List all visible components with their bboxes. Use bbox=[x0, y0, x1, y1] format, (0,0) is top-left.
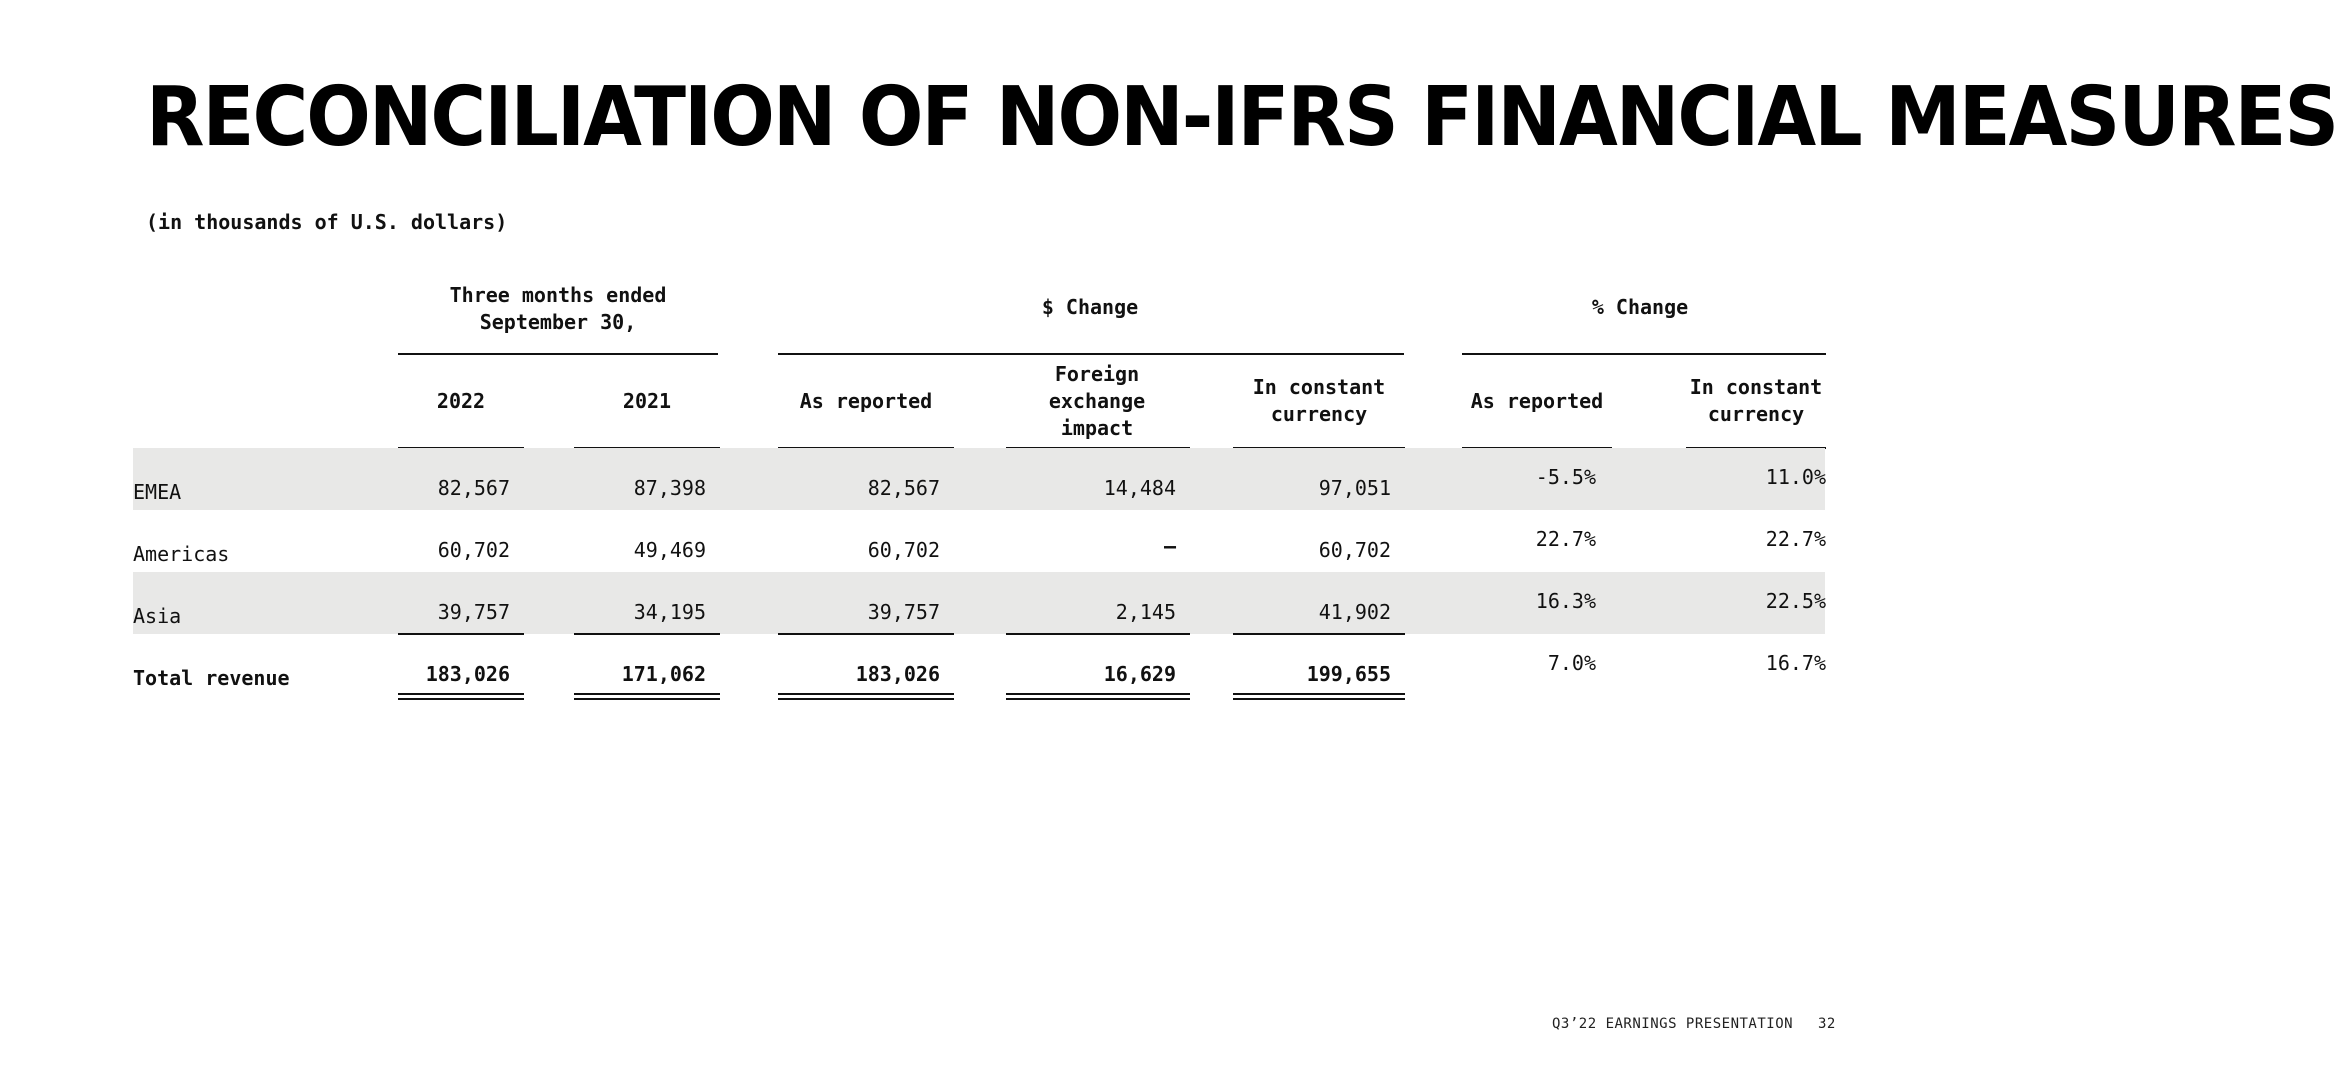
cell-2022: 82,567 bbox=[437, 476, 510, 500]
header-dollar-change-group: $ Change bbox=[1041, 295, 1139, 319]
cell-pct-constant: 11.0% bbox=[1765, 465, 1826, 489]
cell-pct-reported: -5.5% bbox=[1535, 465, 1596, 489]
page-title: RECONCILIATION OF NON-IFRS FINANCIAL MEASURES bbox=[146, 68, 2337, 165]
subtotal-rule-constant bbox=[1233, 633, 1405, 635]
cell-pct-constant: 22.7% bbox=[1765, 527, 1826, 551]
total-double-rule-constant bbox=[1233, 693, 1405, 700]
cell-2021: 171,062 bbox=[621, 662, 706, 686]
footer-label: Q3’22 EARNINGS PRESENTATION bbox=[1552, 1016, 1794, 1032]
header-period-group: Three months ended September 30, bbox=[449, 283, 667, 334]
cell-as-reported: 82,567 bbox=[867, 476, 940, 500]
cell-constant: 97,051 bbox=[1318, 476, 1391, 500]
header-2022: 2022 bbox=[436, 389, 486, 413]
subtotal-rule-2022 bbox=[398, 633, 524, 635]
subtotal-rule-fx bbox=[1006, 633, 1190, 635]
cell-2022: 183,026 bbox=[425, 662, 510, 686]
cell-pct-reported: 22.7% bbox=[1535, 527, 1596, 551]
cell-constant: 41,902 bbox=[1318, 600, 1391, 624]
period-group-rule bbox=[398, 353, 718, 355]
cell-as-reported: 60,702 bbox=[867, 538, 940, 562]
cell-as-reported: 183,026 bbox=[855, 662, 940, 686]
total-double-rule-as-reported bbox=[778, 693, 954, 700]
cell-constant: 199,655 bbox=[1306, 662, 1391, 686]
header-2021: 2021 bbox=[622, 389, 672, 413]
units-note: (in thousands of U.S. dollars) bbox=[146, 210, 508, 234]
header-as-reported: As reported bbox=[799, 389, 933, 413]
dollar-group-rule bbox=[778, 353, 1404, 355]
row-label: EMEA bbox=[133, 480, 182, 504]
cell-2022: 60,702 bbox=[437, 538, 510, 562]
row-label: Total revenue bbox=[133, 666, 290, 690]
cell-2021: 87,398 bbox=[633, 476, 706, 500]
header-constant-currency: In constant currency bbox=[1252, 375, 1386, 426]
cell-fx-impact: 2,145 bbox=[1115, 600, 1176, 624]
total-double-rule-2021 bbox=[574, 693, 720, 700]
subtotal-rule-as-reported bbox=[778, 633, 954, 635]
header-fx-impact: Foreign exchange impact bbox=[1048, 362, 1146, 440]
cell-2021: 49,469 bbox=[633, 538, 706, 562]
cell-pct-reported: 16.3% bbox=[1535, 589, 1596, 613]
subtotal-rule-2021 bbox=[574, 633, 720, 635]
page-number: 32 bbox=[1818, 1016, 1836, 1032]
cell-constant: 60,702 bbox=[1318, 538, 1391, 562]
cell-fx-impact: 16,629 bbox=[1103, 662, 1176, 686]
cell-2021: 34,195 bbox=[633, 600, 706, 624]
header-pct-change-group: % Change bbox=[1591, 295, 1689, 319]
cell-fx-impact: — bbox=[1163, 534, 1176, 558]
row-label: Asia bbox=[133, 604, 182, 628]
header-pct-as-reported: As reported bbox=[1470, 389, 1604, 413]
row-label: Americas bbox=[133, 542, 230, 566]
total-double-rule-2022 bbox=[398, 693, 524, 700]
total-double-rule-fx bbox=[1006, 693, 1190, 700]
cell-pct-reported: 7.0% bbox=[1547, 651, 1596, 675]
cell-fx-impact: 14,484 bbox=[1103, 476, 1176, 500]
cell-as-reported: 39,757 bbox=[867, 600, 940, 624]
pct-group-rule bbox=[1462, 353, 1826, 355]
cell-pct-constant: 16.7% bbox=[1765, 651, 1826, 675]
cell-pct-constant: 22.5% bbox=[1765, 589, 1826, 613]
cell-2022: 39,757 bbox=[437, 600, 510, 624]
header-pct-constant-currency: In constant currency bbox=[1689, 375, 1823, 426]
